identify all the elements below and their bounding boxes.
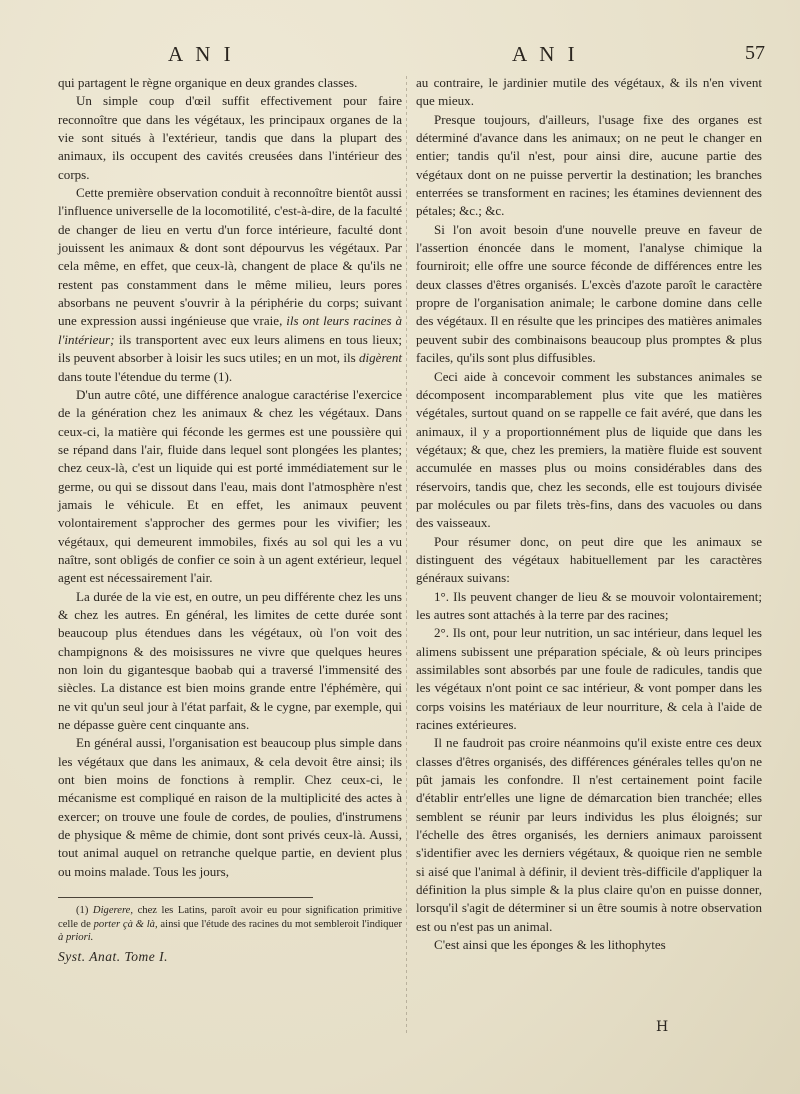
footnote-marker: (1)	[76, 905, 89, 917]
footnote-italic: Digerere,	[92, 905, 134, 917]
paragraph-text: Cette première observation conduit à reconnoître bientôt aussi l'influence universelle de la locomotilité, c'est-à-dire, de la faculté de changer de lieu en vertu d'un force intérieure, faculté dont jouissent les animaux & dont sont dépourvus les végétaux. Par cela même, en effet, que ceux-là, changent de place & qu'ils ne restent pas constamment dans le même milieu, leurs pores absorbans ne peuvent s'ouvrir à la périphérie du corps; suivant une expression aussi ingénieuse que vraie,	[58, 185, 402, 329]
paragraph-text: avec eux leurs alimens en tous lieux; ils peuvent absorber à loisir les sucs utiles; en un mot, ils	[58, 331, 402, 366]
page-number: 57	[745, 42, 765, 64]
footnote-text: chez les Latins, paroît avoir eu pour signification primitive celle de	[58, 905, 402, 930]
italic-word: digèrent	[359, 350, 402, 366]
paragraph: D'un autre côté, une différence analogue caractérise l'exercice de la génération chez les animaux & chez les végétaux. Dans ceux-ci, la matière qui féconde les germes est une poussière qui se répand dans l'air, fluide dans lequel sont plongées les plantes; chez ceux-là, c'est un liquide qui est porté immédiatement sur le germe, ou qui se dissout dans l'eau, mais dont l'atmosphère n'est jamais le véhicule. Et en effet, les animaux peuvent volontairement s'approcher des germes pour les vivifier; les végétaux, qui demeurent immobiles, fixés au sol qui les a vu naître, sont obligés de confier ce soin à un agent extérieur, lequel agent est nécessairement l'air.	[58, 386, 402, 586]
paragraph: Pour résumer donc, on peut dire que les animaux se distinguent des végétaux habituellement par les caractères généraux suivans:	[416, 533, 762, 586]
header-right-title: A N I	[512, 42, 579, 66]
paragraph: Ceci aide à concevoir comment les substances animales se décomposent incomparablement plus vite que les matières végétales, surtout quand on se rappelle ce fait avéré, que dans les animaux, il y a proportionnément plus de liquide que dans les végétaux; & que, chez les premiers, la matière fluide est souvent accumulée en masses plus ou moins considérables dans des réservoirs, tandis que, chez les seconds, elle est toujours divisée par molécules ou par filets très-fins, dans des vacuoles ou dans des vaisseaux.	[416, 368, 762, 531]
running-header	[0, 42, 800, 70]
header-left-title: A N I	[168, 42, 235, 66]
signature-mark: H	[656, 1019, 669, 1035]
footnote-italic: à priori.	[58, 931, 94, 943]
paragraph-text: dans toute l'étendue du terme (1).	[58, 368, 233, 384]
paragraph: 2°. Ils ont, pour leur nutrition, un sac intérieur, dans lequel les alimens subissent une préparation spéciale, & où leurs principes assimilables sont absorbés par une foule de radicules, tandis que les végétaux n'ont point ce sac intérieur, & vont pomper dans les corps voisins les matériaux de leur nourriture, & cela à l'aide de racines extérieures.	[416, 625, 762, 733]
footnote-italic: porter çà & là	[93, 918, 155, 930]
right-column	[416, 74, 762, 955]
footnote	[58, 904, 402, 944]
paragraph: Un simple coup d'œil suffit effectivement pour faire reconnoître que dans les végétaux, les principaux organes de la vie sont situés à l'extérieur, tandis que dans la plupart des animaux, ils occupent des cavités creusées dans l'intérieur des corps.	[58, 93, 402, 182]
paragraph	[58, 184, 402, 386]
column-separator	[406, 76, 407, 1036]
footnote-rule	[58, 897, 313, 898]
paragraph-text: ils transportent	[114, 331, 199, 347]
paragraph: au contraire, le jardinier mutile des végétaux, & ils n'en vivent que mieux.	[416, 75, 762, 109]
italic-phrase: ils ont leurs racines à l'intérieur;	[58, 313, 402, 347]
signature-line: Syst. Anat. Tome I.	[58, 949, 169, 965]
paragraph: C'est ainsi que les éponges & les lithophytes	[434, 937, 666, 953]
paragraph: La durée de la vie est, en outre, un peu différente chez les uns & chez les autres. En général, les limites de cette durée sont beaucoup plus étendues dans les végétaux, où l'on voit des champignons & des moisissures ne vivre que quelques heures non loin du gigantesque baobab qui a traversé l'immensité des siècles. La distance est bien moins grande entre l'éphémère, qui ne vit qu'un seul jour à l'état parfait, & le cygne, par exemple, qui ne dépasse guère cent cinquante ans.	[58, 588, 402, 733]
paragraph: Si l'on avoit besoin d'une nouvelle preuve en faveur de l'assertion énoncée dans le moment, l'analyse chimique la fourniroit; elle offre une source féconde de différences entre les deux classes d'êtres organisés. L'excès d'azote paroît le caractère propre de l'organisation animale; le carbone domine dans celle des végétaux. Il en résulte que les principes des matières animales peuvent subir des combinaisons beaucoup plus promptes & plus faciles, qu'ils sont plus diffusibles.	[416, 221, 762, 366]
left-column	[58, 74, 402, 967]
paragraph: Il ne faudroit pas croire néanmoins qu'il existe entre ces deux classes d'êtres organisés, des différences générales telles qu'on ne pût jamais les confondre. Il n'est certainement point facile d'établir entr'elles une ligne de démarcation bien tranchée; elles semblent se réunir par leurs individus les plus éloignés; sur l'échelle des êtres organisés, les derniers animaux paroissent s'identifier avec les derniers végétaux, & quoique rien ne semble si aisé que l'animal à définir, il devient très-difficile d'appliquer la définition la plus simple & la plus claire qu'on en puisse donner, lorsqu'il s'agit de déterminer si un être soumis à notre observation est ou n'est pas un animal.	[416, 735, 762, 934]
paragraph: En général aussi, l'organisation est beaucoup plus simple dans les végétaux que dans les animaux, & cela devoit être ainsi; ils ont bien moins de fonctions à remplir. Chez ceux-ci, le mécanisme est compliqué en raison de la multiplicité des actes à exercer; on trouve une foule de cordes, de poulies, d'instrumens de physique & même de chimie, dont sont privés ceux-là. Aussi, tout animal auquel on retranche quelque partie, en devient plus ou moins malade. Tous les jours,	[58, 735, 402, 879]
paragraph: Presque toujours, d'ailleurs, l'usage fixe des organes est déterminé d'avance dans les animaux; on ne peut le changer en entier; tandis qu'il n'est, pour ainsi dire, aucune partie des végétaux dont on ne puisse pervertir la destination; les branches enterrées se transforment en racines; les étamines deviennent des pétales; &c.; &c.	[416, 111, 762, 219]
footnote-text: , ainsi que l'étude des racines du mot sembleroit l'indiquer	[154, 918, 402, 930]
paragraph: qui partagent le règne organique en deux grandes classes.	[58, 75, 358, 90]
paragraph: 1°. Ils peuvent changer de lieu & se mouvoir volontairement; les autres sont attachés à la terre par des racines;	[416, 588, 762, 622]
